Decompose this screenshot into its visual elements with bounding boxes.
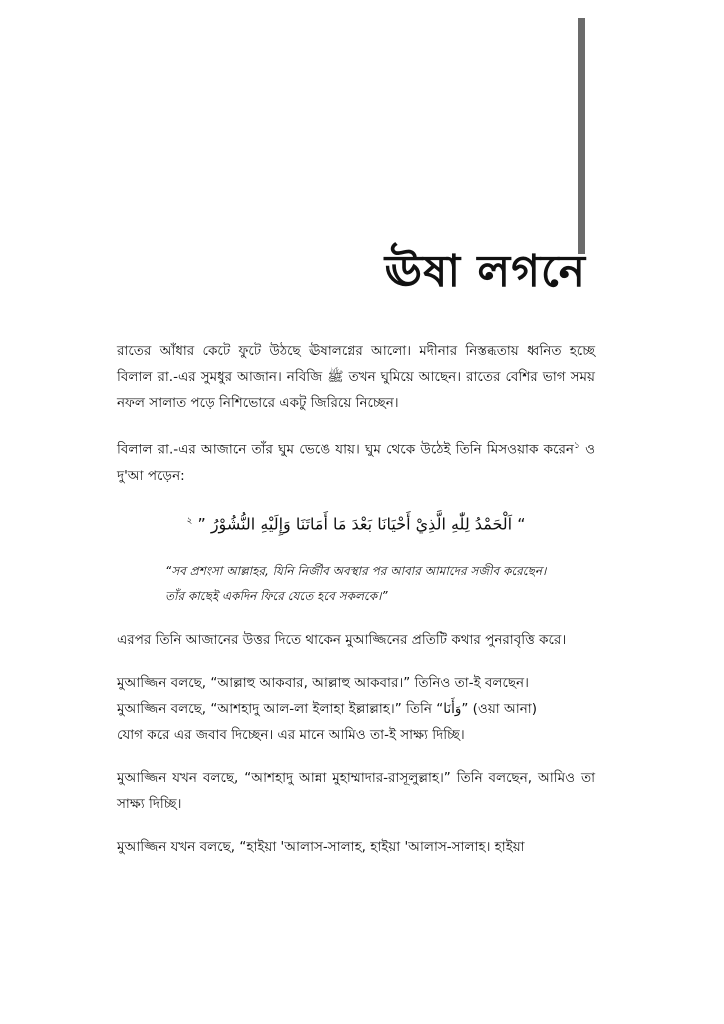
footnote-marker-2: ২	[186, 515, 193, 526]
paragraph-2-tail: ও দু'আ পড়েন:	[117, 441, 595, 484]
dua-translation	[117, 559, 595, 609]
paragraph-4-line-1: মুআজ্জিন বলছে, “আল্লাহু আকবার, আল্লাহু আকবার।” তিনিও তা-ই বলছেন।	[117, 674, 529, 691]
paragraph-4-line-3: যোগ করে এর জবাব দিচ্ছেন। এর মানে আমিও তা-ই সাক্ষ্য দিচ্ছি।	[117, 726, 465, 743]
paragraph-4-line-2: মুআজ্জিন বলছে, “আশহাদু আল-লা ইলাহা ইল্লাল্লাহ।” তিনি “وَأَنَا” (ওয়া আনা)	[117, 700, 537, 717]
translation-line-2: তাঁর কাছেই একদিন ফিরে যেতে হবে সকলকে।”	[165, 588, 388, 603]
footnote-marker-1: ১	[574, 441, 580, 451]
paragraph-2-text: বিলাল রা.-এর আজানে তাঁর ঘুম ভেঙে যায়। ঘুম থেকে উঠেই তিনি মিসওয়াক করেন	[117, 441, 574, 458]
page-body	[117, 338, 595, 877]
paragraph-2	[117, 433, 595, 489]
paragraph-4	[117, 670, 595, 748]
translation-line-1: “সব প্রশংসা আল্লাহর, যিনি নির্জীব অবস্থার পর আবার আমাদের সজীব করেছেন।	[165, 563, 547, 578]
paragraph-1: রাতের আঁধার কেটে ফুটে উঠছে ঊষালগ্নের আলো। মদীনার নিস্তব্ধতায় ধ্বনিত হচ্ছে বিলাল রা.-এর সুমধুর আজান। নবিজি ﷺ তখন ঘুমিয়ে আছেন। রাতের বেশির ভাগ সময় নফল সালাত পড়ে নিশিভোরে একটু জিরিয়ে নিচ্ছেন।	[117, 343, 595, 411]
paragraph-5: মুআজ্জিন যখন বলছে, “আশহাদু আন্না মুহাম্মাদার-রাসূলুল্লাহ।” তিনি বলছেন, আমিও তা সাক্ষ্য দিচ্ছি।	[117, 769, 595, 812]
paragraph-6: মুআজ্জিন যখন বলছে, “হাইয়া 'আলাস-সালাহ, হাইয়া 'আলাস-সালাহ। হাইয়া	[117, 838, 525, 855]
paragraph-3: এরপর তিনি আজানের উত্তর দিতে থাকেন মুআজ্জিনের প্রতিটি কথার পুনরাবৃত্তি করে।	[117, 631, 567, 648]
chapter-title: ঊষা লগনে	[384, 246, 586, 297]
arabic-dua-text: “ اَلْحَمْدُ لِلّٰهِ الَّذِيْ أَحْيَانَا بَعْدَ مَا أَمَاتَنَا وَإِلَيْهِ النُّشُوْرُ ”	[197, 513, 526, 533]
arabic-dua	[117, 506, 595, 539]
decorative-vertical-bar	[578, 18, 585, 254]
